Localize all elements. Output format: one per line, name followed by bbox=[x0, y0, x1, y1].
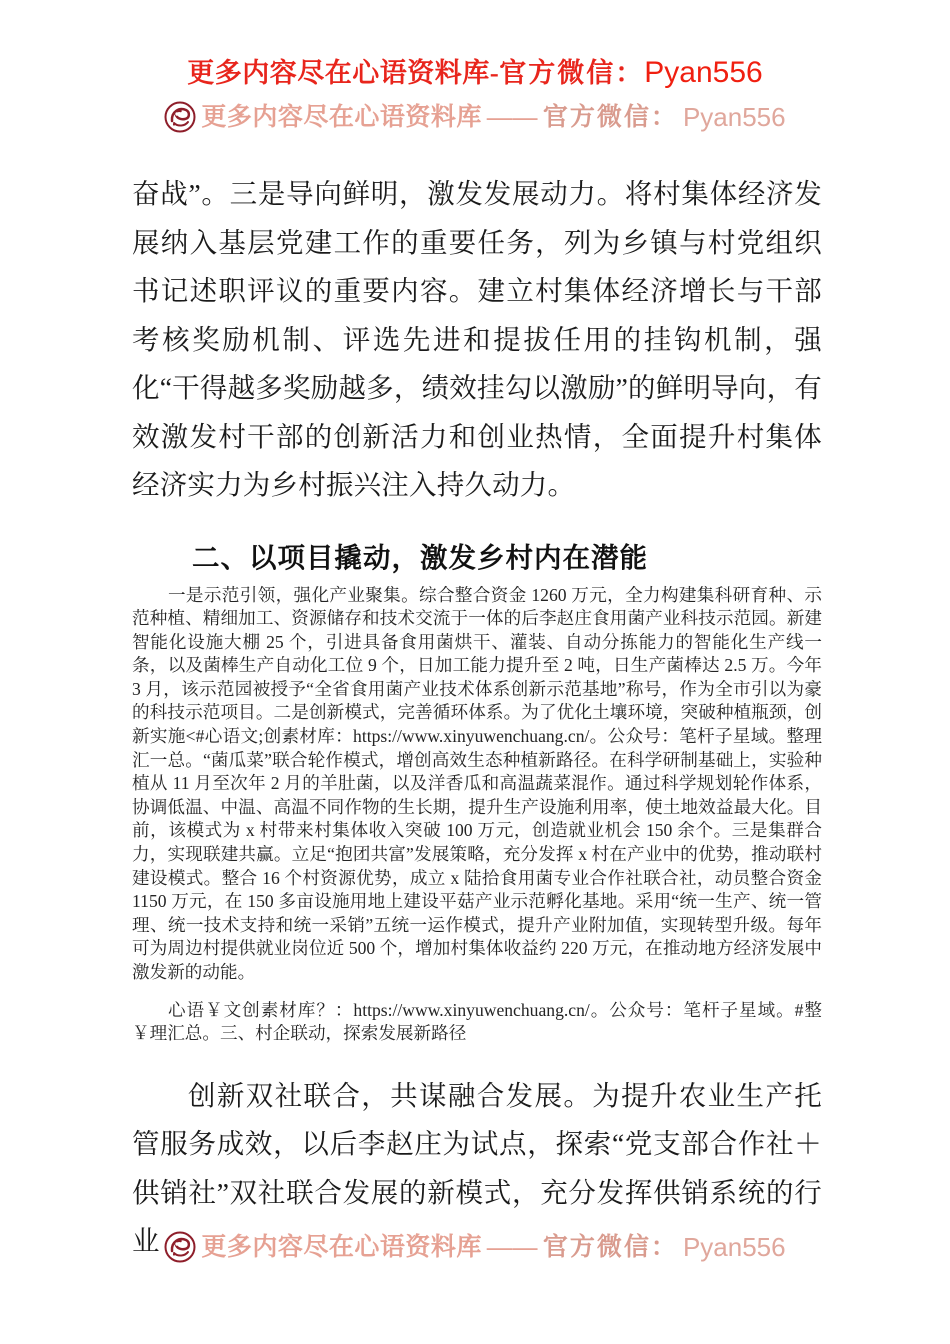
xinyu-swirl-logo-icon bbox=[164, 101, 196, 133]
brand-name-text: 更多内容尽在心语资料库 bbox=[187, 58, 490, 88]
header-watermark-line-primary bbox=[187, 58, 762, 88]
brand-name-text: 更多内容尽在心语资料库 bbox=[201, 1233, 482, 1261]
wechat-id: Pyan556 bbox=[682, 1232, 786, 1262]
header-watermark-line-secondary bbox=[164, 101, 785, 133]
section-heading-two: 二、以项目撬动，激发乡村内在潜能 bbox=[192, 541, 648, 573]
footer-watermark bbox=[0, 1218, 950, 1267]
brand-dash: —— bbox=[486, 1233, 538, 1261]
wechat-label: 官方微信： bbox=[499, 58, 645, 88]
paragraph-embedded-watermark-source: 心语￥文创素材库？：https://www.xinyuwenchuang.cn/。公众号：笔杆子星域。#整￥理汇总。三、村企联动，探索发展新路径 bbox=[132, 999, 822, 1044]
brand-name-text: 更多内容尽在心语资料库 bbox=[201, 103, 482, 131]
header-watermark bbox=[0, 58, 950, 137]
paragraph-section-three-large: 创新双社联合，共谋融合发展。为提升农业生产托管服务成效，以后李赵庄为试点，探索“党支部合作社＋供销社”双社联合发展的新模式，充分发挥供销系统的行业 bbox=[132, 1079, 822, 1257]
paragraph-continuation-large: 奋战”。三是导向鲜明，激发发展动力。将村集体经济发展纳入基层党建工作的重要任务，列为乡镇与村党组织书记述职评议的重要内容。建立村集体经济增长与干部考核奖励机制、评选先进和提拔任用的挂钩机制，强化“干得越多奖励越多，绩效挂勾以激励”的鲜明导向，有效激发村干部的创新活力和创业热情，全面提升村集体经济实力为乡村振兴注入持久动力。 bbox=[132, 178, 822, 500]
brand-dash: —— bbox=[486, 103, 538, 131]
wechat-label: 官方微信： bbox=[542, 1233, 678, 1261]
wechat-id: Pyan556 bbox=[644, 56, 763, 89]
brand-dash: - bbox=[489, 58, 500, 88]
wechat-id: Pyan556 bbox=[682, 102, 786, 132]
xinyu-swirl-logo-icon bbox=[164, 1231, 196, 1263]
wechat-label: 官方微信： bbox=[542, 103, 678, 131]
footer-watermark-line bbox=[164, 1231, 785, 1263]
document-body bbox=[132, 170, 822, 1266]
paragraph-section-two-body: 一是示范引领，强化产业聚集。综合整合资金 1260 万元，全力构建集科研育种、示范种植、精细加工、资源储存和技术交流于一体的后李赵庄食用菌产业科技示范园。新建智能化设施大棚 25 个，引进具备食用菌烘干、灌装、自动分拣能力的智能化生产线一条，以及菌棒生产自动化工位 9 个，日加工能力提升至 2 吨，日生产菌棒达 2.5 万。今年 3 月，该示范园被授予“全省食用菌产业技术体系创新示范基地”称号，作为全市引以为豪的科技示范项目。二是创新模式，完善循环体系。为了优化土壤环境，突破种植瓶颈，创新实施<#心语文;创素材库：https://www.xinyuwenchuang.cn/。公众号：笔杆子星域。整理汇一总。“菌瓜菜”联合轮作模式，增创高效生态种植新路径。在科学研制基础上，实验种植从 11 月至次年 2 月的羊肚菌，以及洋香瓜和高温蔬菜混作。通过科学规划轮作体系，协调低温、中温、高温不同作物的生长期，提升生产设施利用率，使土地效益最大化。目前，该模式为 x 村带来村集体收入突破 100 万元，创造就业机会 150 余个。三是集群合力，实现联建共赢。立足“抱团共富”发展策略，充分发挥 x 村在产业中的优势，推动联村建设模式。整合 16 个村资源优势，成立 x 陆拾食用菌专业合作社联合社，动员整合资金 1150 万元，在 150 多亩设施用地上建设平菇产业示范孵化基地。采用“统一生产、统一管理、统一技术支持和统一采销”五统一运作模式，提升产业附加值，实现转型升级。每年可为周边村提供就业岗位近 500 个，增加村集体收益约 220 万元，在推动地方经济发展中激发新的动能。 bbox=[132, 584, 822, 982]
